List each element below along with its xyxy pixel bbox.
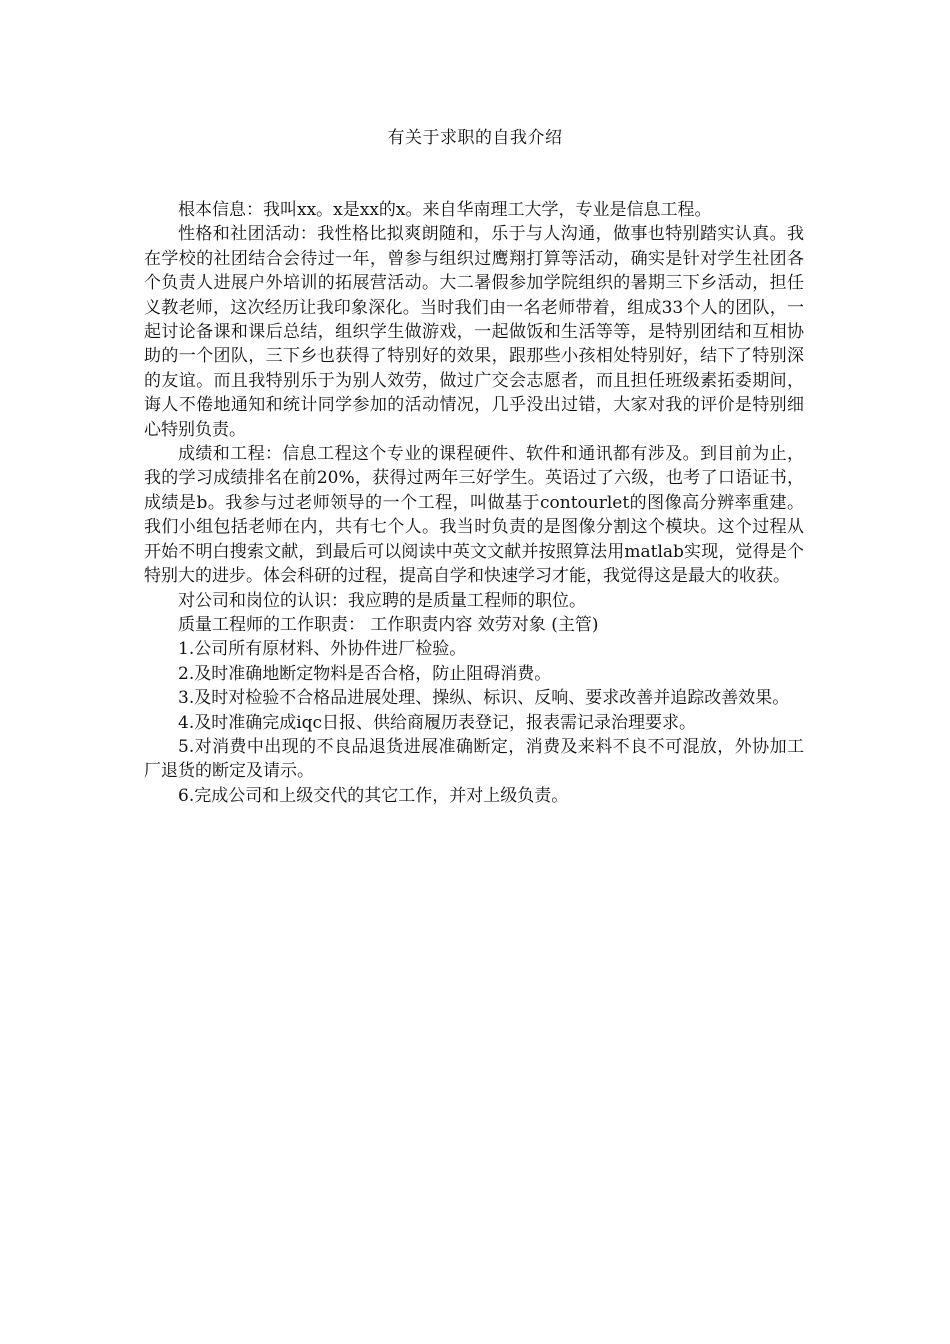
document-body [144, 198, 804, 808]
paragraph-personality: 性格和社团活动：我性格比拟爽朗随和，乐于与人沟通，做事也特别踏实认真。我在学校的社团结合会待过一年，曾参与组织过鹰翔打算等活动，确实是针对学生社团各个负责人进展户外培训的拓展营活动。大二暑假参加学院组织的暑期三下乡活动，担任义教老师，这次经历让我印象深化。当时我们由一名老师带着，组成33个人的团队，一起讨论备课和课后总结，组织学生做游戏，一起做饭和生活等等，是特别团结和互相协助的一个团队，三下乡也获得了特别好的效果，跟那些小孩相处特别好，结下了特别深的友谊。而且我特别乐于为别人效劳，做过广交会志愿者，而且担任班级素拓委期间，诲人不倦地通知和统计同学参加的活动情况，几乎没出过错，大家对我的评价是特别细心特别负责。 [144, 224, 804, 440]
document-title: 有关于求职的自我介绍 [387, 128, 563, 148]
list-item-duty-6: 6.完成公司和上级交代的其它工作，并对上级负责。 [178, 785, 569, 806]
paragraph-achievements: 成绩和工程：信息工程这个专业的课程硬件、软件和通讯都有涉及。到目前为止，我的学习成绩排名在前20%，获得过两年三好学生。英语过了六级，也考了口语证书，成绩是b。我参与过老师领导的一个工程，叫做基于contourlet的图像高分辨率重建。我们小组包括老师在内，共有七个人。我当时负责的是图像分割这个模块。这个过程从开始不明白搜索文献，到最后可以阅读中英文文献并按照算法用matlab实现，觉得是个特别大的进步。体会科研的过程，提高自学和快速学习才能，我觉得这是最大的收获。 [144, 444, 804, 587]
paragraph-company-understanding: 对公司和岗位的认识：我应聘的是质量工程师的职位。 [178, 590, 586, 611]
list-item-duty-3: 3.及时对检验不合格品进展处理、操纵、标识、反响、要求改善并追踪改善效果。 [178, 688, 790, 709]
paragraph-basic-info: 根本信息：我叫xx。x是xx的x。来自华南理工大学，专业是信息工程。 [178, 200, 712, 220]
list-item-duty-5: 5.对消费中出现的不良品退货进展准确断定，消费及来料不良不可混放，外协加工厂退货的断定及请示。 [144, 736, 804, 782]
list-item-duty-1: 1.公司所有原材料、外协件进厂检验。 [178, 639, 467, 660]
paragraph-duties-heading: 质量工程师的工作职责： 工作职责内容 效劳对象 (主管) [178, 614, 599, 635]
list-item-duty-4: 4.及时准确完成iqc日报、供给商履历表登记，报表需记录治理要求。 [178, 712, 697, 733]
list-item-duty-2: 2.及时准确地断定物料是否合格，防止阻碍消费。 [178, 663, 552, 684]
